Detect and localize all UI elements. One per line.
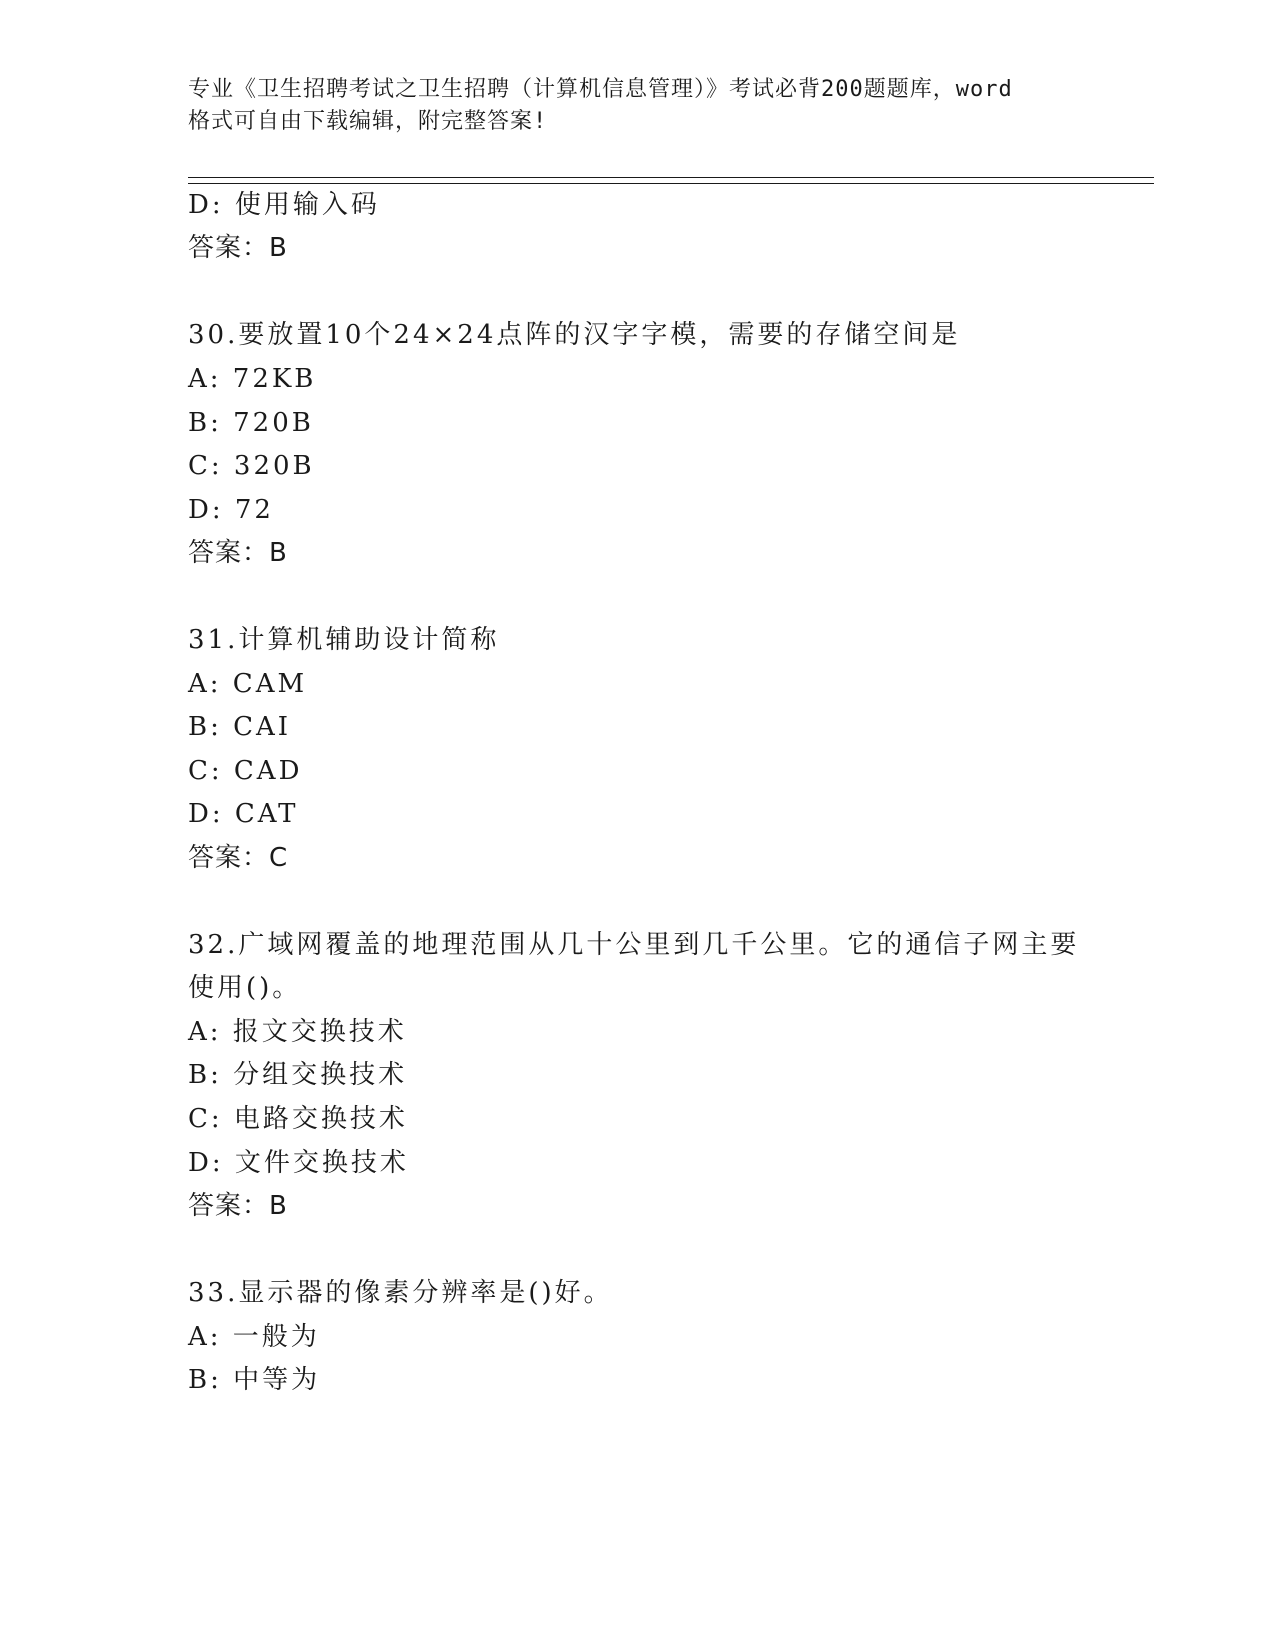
q33-question: 33.显示器的像素分辨率是()好。 <box>188 1278 613 1308</box>
q30-option-b: B: 720B <box>188 408 314 438</box>
header-divider-bottom <box>188 183 1154 184</box>
q32-option-a: A: 报文交换技术 <box>188 1017 407 1047</box>
q32-option-c: C: 电路交换技术 <box>188 1104 408 1134</box>
q31-option-d: D: CAT <box>188 799 299 829</box>
q30-option-a: A: 72KB <box>188 364 317 394</box>
q32-question-line-1: 32.广域网覆盖的地理范围从几十公里到几千公里。它的通信子网主要 <box>188 930 1080 960</box>
q32-question-line-2: 使用()。 <box>188 973 302 1003</box>
q31-option-c: C: CAD <box>188 756 303 786</box>
q33-option-a: A: 一般为 <box>188 1322 320 1352</box>
header-line-2: 格式可自由下载编辑，附完整答案! <box>188 109 548 134</box>
header-divider-top <box>188 177 1154 178</box>
document-header <box>188 74 1088 138</box>
q32-answer: 答案：B <box>188 1191 288 1221</box>
q33-option-b: B: 中等为 <box>188 1365 321 1395</box>
q30-option-c: C: 320B <box>188 451 315 481</box>
q30-option-d: D: 72 <box>188 495 274 525</box>
q32-option-d: D: 文件交换技术 <box>188 1148 409 1178</box>
q31-answer: 答案：C <box>188 843 289 873</box>
prev-option-d: D: 使用输入码 <box>188 190 380 220</box>
q31-question: 31.计算机辅助设计简称 <box>188 625 500 655</box>
q32-option-b: B: 分组交换技术 <box>188 1060 408 1090</box>
q30-answer: 答案：B <box>188 538 288 568</box>
header-line-1: 专业《卫生招聘考试之卫生招聘（计算机信息管理）》考试必背200题题库，word <box>188 77 1013 102</box>
q31-option-a: A: CAM <box>188 669 308 699</box>
q31-option-b: B: CAI <box>188 712 292 742</box>
q30-question: 30.要放置10个24×24点阵的汉字字模，需要的存储空间是 <box>188 320 961 350</box>
prev-answer: 答案：B <box>188 233 288 263</box>
